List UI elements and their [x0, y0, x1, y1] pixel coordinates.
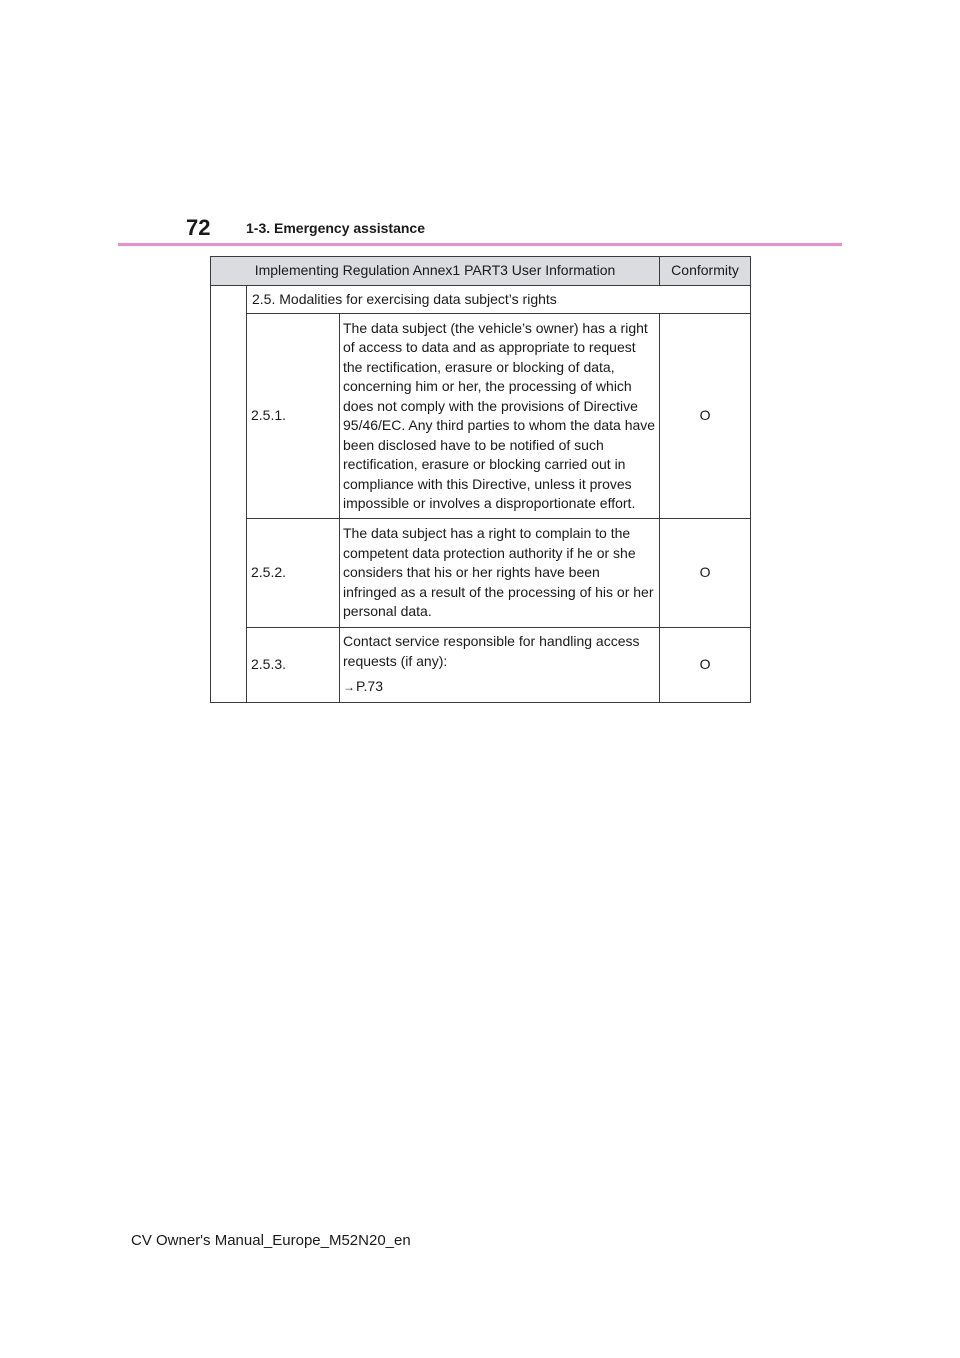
conformity-mark: O — [660, 314, 751, 519]
arrow-right-icon: → — [343, 680, 355, 695]
info-column-header: Implementing Regulation Annex1 PART3 User Information — [211, 257, 660, 286]
user-information-table — [210, 256, 751, 703]
footer-text: CV Owner's Manual_Europe_M52N20_en — [131, 1232, 411, 1249]
header-rule — [118, 243, 842, 246]
row-text: The data subject (the vehicle’s owner) has a right of access to data and as appropriate to request the rectification, erasure or blocking of data, concerning him or her, the processing of which does not comply with the provisions of Directive 95/46/EC. Any third parties to whom the data have been disclosed have to be notified of such rectification, erasure or blocking carried out in compliance with this Directive, unless it proves impossible or involves a disproportionate effort. — [340, 314, 660, 519]
table-row — [211, 628, 751, 703]
row-text: Contact service responsible for handling access requests (if any): — [343, 633, 640, 669]
group-title: 2.5. Modalities for exercising data subject’s rights — [247, 286, 751, 314]
row-number: 2.5.2. — [247, 519, 340, 628]
page-reference-label: P.73 — [356, 678, 383, 695]
section-title: 1-3. Emergency assistance — [246, 220, 425, 236]
page-number: 72 — [186, 215, 211, 240]
table-row — [211, 519, 751, 628]
table-row — [211, 314, 751, 519]
row-text-cell — [340, 628, 660, 703]
conformity-mark: O — [660, 628, 751, 703]
row-text: The data subject has a right to complain to the competent data protection authority if he or she considers that his or her rights have been infringed as a result of the processing of his or her personal data. — [340, 519, 660, 628]
group-title-row — [211, 286, 751, 314]
table-header-row — [211, 257, 751, 286]
row-number: 2.5.1. — [247, 314, 340, 519]
page-reference[interactable] — [343, 677, 656, 698]
gutter-cell — [211, 286, 247, 703]
conformity-mark: O — [660, 519, 751, 628]
conformity-column-header: Conformity — [660, 257, 751, 286]
row-number: 2.5.3. — [247, 628, 340, 703]
